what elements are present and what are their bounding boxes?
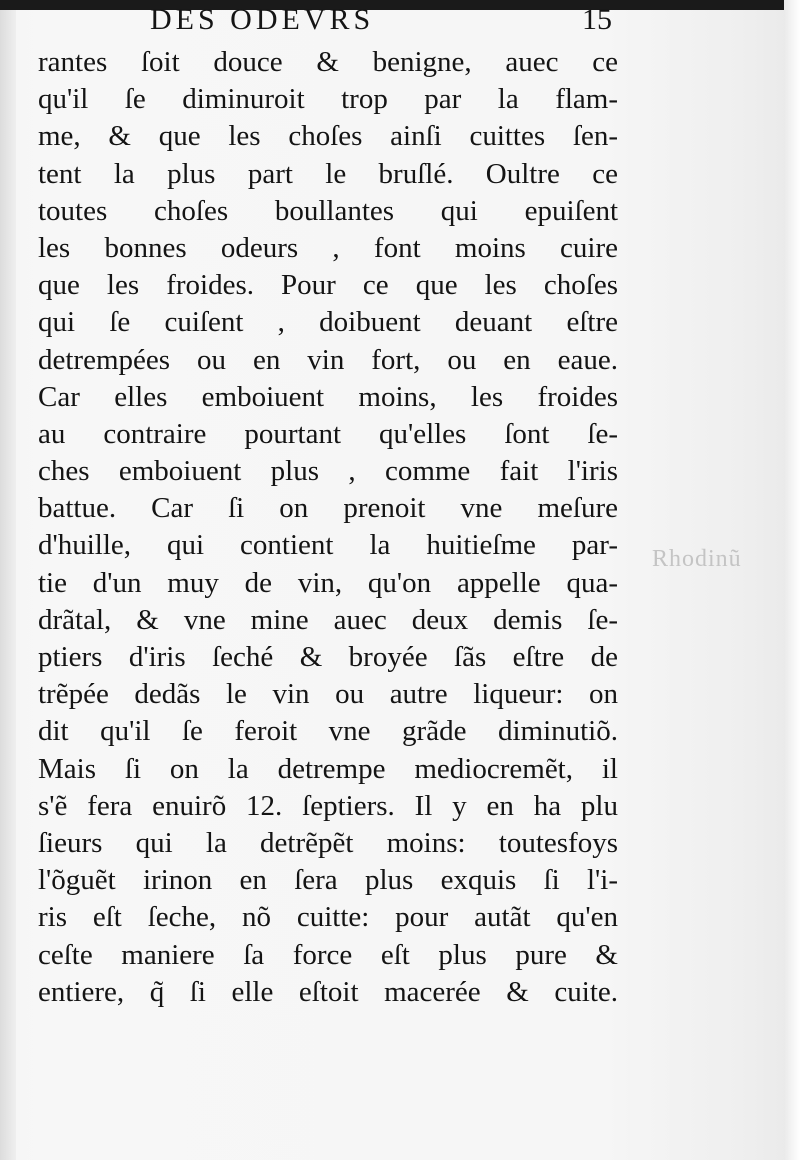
text-line: les bonnes odeurs , font moins cuire	[38, 231, 618, 264]
text-line: ſieurs qui la detrẽpẽt moins: toutesfoys	[38, 826, 618, 859]
text-line: rantes ſoit douce & benigne, auec ce	[38, 46, 618, 78]
show-through-bleed	[650, 410, 790, 470]
text-line: drãtal, & vne mine auec deux demis ſe-	[38, 603, 618, 636]
text-line: ptiers d'iris ſeché & broyée ſãs eſtre de	[38, 641, 618, 673]
text-line: Mais ſi on la detrempe mediocremẽt, il	[38, 752, 618, 785]
text-line: me, & que les choſes ainſi cuittes ſen-	[38, 120, 618, 153]
text-line: Car elles emboiuent moins, les froides	[38, 380, 618, 413]
running-head: DES ODEVRS	[150, 3, 375, 36]
text-line: detrempées ou en vin fort, ou en eaue.	[38, 343, 618, 376]
text-line: au contraire pourtant qu'elles ſont ſe-	[38, 417, 618, 450]
text-line: tent la plus part le bruſlé. Oultre ce	[38, 157, 618, 190]
text-line: trẽpée dedãs le vin ou autre liqueur: on	[38, 678, 618, 711]
text-line: tie d'un muy de vin, qu'on appelle qua-	[38, 566, 618, 599]
text-line: qui ſe cuiſent , doibuent deuant eſtre	[38, 306, 618, 339]
text-line: que les froides. Pour ce que les choſes	[38, 269, 618, 302]
text-line: d'huille, qui contient la huitieſme par-	[38, 529, 618, 562]
text-line: battue. Car ſi on prenoit vne meſure	[38, 492, 618, 525]
text-line: ris eſt ſeche, nõ cuitte: pour autãt qu'en	[38, 901, 618, 934]
page-right-edge	[784, 0, 800, 1160]
text-line: ches emboiuent plus , comme fait l'iris	[38, 455, 618, 488]
text-line: toutes choſes boullantes qui epuiſent	[38, 194, 618, 227]
text-line: s'ẽ fera enuirõ 12. ſeptiers. Il y en ha plu	[38, 789, 618, 822]
page-top-edge	[0, 0, 800, 10]
text-line: dit qu'il ſe feroit vne grãde diminutiõ.	[38, 715, 618, 748]
page-number: 15	[582, 3, 612, 36]
show-through-margin-note: Rhodinũ	[652, 546, 742, 572]
text-line: l'õguẽt irinon en ſera plus exquis ſi l'i-	[38, 864, 618, 897]
page-gutter-shadow	[0, 0, 16, 1160]
text-line: entiere, q̃ ſi elle eſtoit macerée & cuite.	[38, 975, 618, 1008]
body-text	[38, 44, 618, 1011]
text-line: qu'il ſe diminuroit trop par la flam-	[38, 83, 618, 116]
text-line: ceſte maniere ſa force eſt plus pure &	[38, 938, 618, 971]
